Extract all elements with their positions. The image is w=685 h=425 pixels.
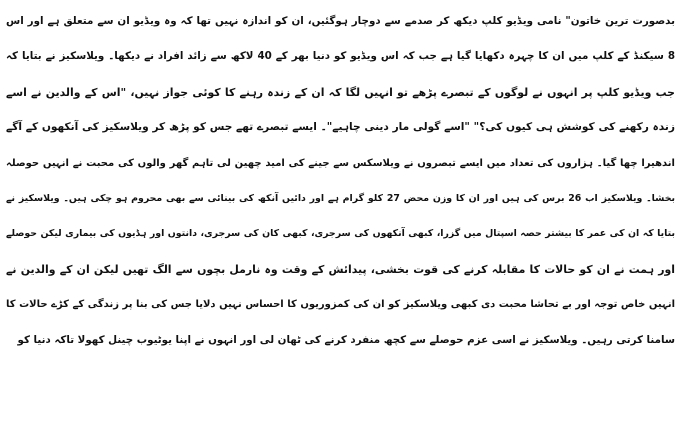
paragraph-line: بخشا۔ ویلاسکیز اب 26 برس کی ہیں اور ان کا وزن محض 27 کلو گرام ہے اور دائیں آنکھ کی بینائی سے بھی محروم ہو چکی ہیں۔ ویلاسکیز نے xyxy=(6,192,675,204)
paragraph-line: بدصورت ترین خاتون" نامی ویڈیو کلپ دیکھ کر صدمے سے دوچار ہوگئیں، ان کو اندازہ نہیں تھا کہ وہ ویڈیو ان سے متعلق ہے اور اس xyxy=(6,15,675,27)
paragraph-line: انہیں خاص توجہ اور بے تحاشا محبت دی کبھی ویلاسکیز کو ان کی کمزوریوں کا احساس نہیں دلایا جس کی بنا پر زندگی کے کڑے حالات کا xyxy=(6,299,675,311)
paragraph-line: سامنا کرتی رہیں۔ ویلاسکیز نے اسی عزم حوصلے سے کچھ منفرد کرنے کی ٹھان لی اور انہوں نے اپنا یوٹیوب چینل کھولا تاکہ دنیا کو xyxy=(17,333,675,346)
paragraph-line: اندھیرا چھا گیا۔ ہزاروں کی تعداد میں ایسے تبصروں نے ویلاسکس سے جینے کی امید چھین لی تاہم گھر والوں کی محبت نے انہیں حوصلہ xyxy=(6,157,675,169)
paragraph-line: 8 سیکنڈ کے کلپ میں ان کا چہرہ دکھایا گیا ہے جب کہ اس ویڈیو کو دنیا بھر کے 40 لاکھ سے زائد افراد نے دیکھا۔ ویلاسکیز نے بتایا کہ xyxy=(6,50,675,63)
paragraph-line: اور ہمت نے ان کو حالات کا مقابلہ کرنے کی قوت بخشی، پیدائش کے وقت وہ نارمل بچوں سے الگ تھیں لیکن ان کے والدین نے xyxy=(6,262,675,276)
paragraph-line: جب ویڈیو کلپ پر انہوں نے لوگوں کے تبصرے پڑھے تو انہیں لگا کہ ان کے زندہ رہنے کا کوئی جواز نہیں، "اس کے والدین نے اسے xyxy=(6,85,675,99)
paragraph-line: زندہ رکھنے کی کوشش ہی کیوں کی؟" "اسے گولی مار دینی چاہیے"۔ ایسے تبصرے تھے جس کو پڑھ کر ویلاسکیز کی آنکھوں کے آگے xyxy=(6,121,675,134)
paragraph-line: بتایا کہ ان کی عمر کا بیشتر حصہ اسپتال میں گزرا، کبھی آنکھوں کی سرجری، کبھی کان کی سرجری، دانتوں اور ہڈیوں کی بیماری لیکن حوصلے xyxy=(6,228,675,240)
